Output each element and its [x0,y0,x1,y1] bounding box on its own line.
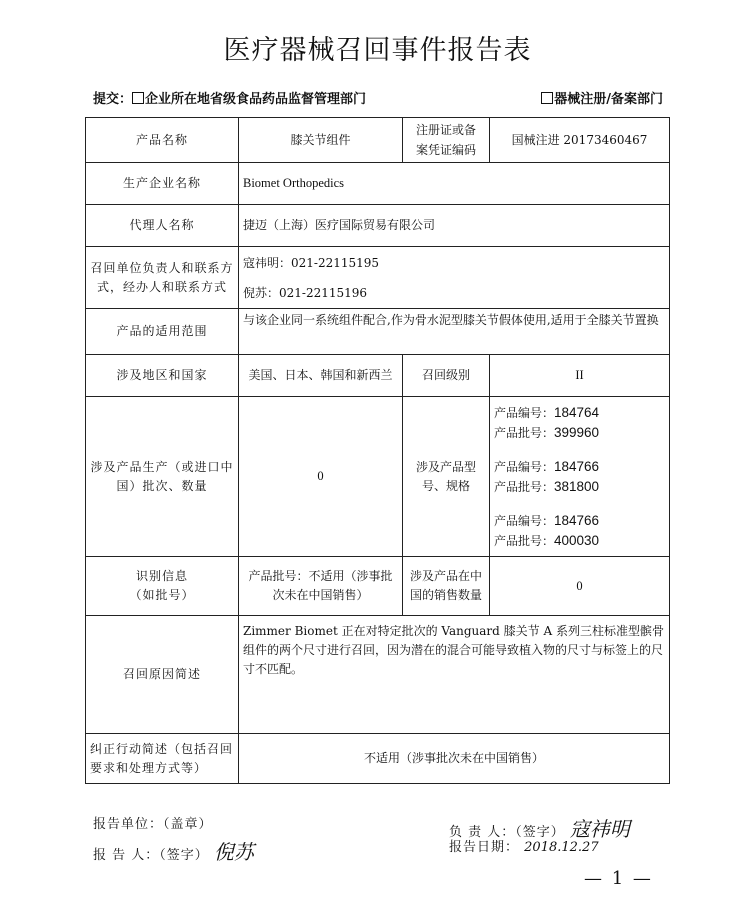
product-lot: 400030 [554,532,600,548]
manufacturer-label: 生产企业名称 [86,163,239,205]
region-value: 美国、日本、韩国和新西兰 [239,355,403,397]
id-label [86,557,239,616]
page-title: 医疗器械召回事件报告表 [223,35,532,66]
reporter-label: 报 告 人：（签字） [93,848,209,863]
submit-row [93,88,663,106]
page-number: — 1 — [584,868,653,889]
region-label: 涉及地区和国家 [86,355,239,397]
product-code-line: 产品编号：184766 [494,512,600,528]
row-scope [86,309,670,355]
batch-label: 涉及产品生产（或进口中国）批次、数量 [86,397,239,557]
report-table [85,117,670,784]
report-date [449,836,599,855]
report-unit [93,813,213,832]
reporter [93,836,254,865]
submit-left [93,88,366,107]
responsible-signature: 寇祎明 [569,817,630,841]
row-region [86,355,670,397]
product-lot: 399960 [554,424,600,440]
row-product-name [86,118,670,163]
row-agent [86,205,670,247]
contact-value [239,247,670,309]
action-value: 不适用（涉事批次未在中国销售） [239,734,670,784]
reg-no-label [403,118,490,163]
batch-qty: 0 [239,397,403,557]
submit-left-option: 企业所在地省级食品药品监督管理部门 [145,92,367,107]
reason-label: 召回原因简述 [86,616,239,734]
product-code: 184766 [554,458,600,474]
product-code: 184764 [554,404,600,420]
action-label: 纠正行动简述（包括召回要求和处理方式等） [86,734,239,784]
submit-right [541,88,663,107]
checkbox-registration-dept[interactable] [541,92,553,104]
reg-no-value: 国械注进 20173460467 [490,118,670,163]
submit-prefix: 提交： [93,92,133,107]
reg-no-label-line1: 注册证或备 [415,123,476,137]
row-manufacturer [86,163,670,205]
row-reason [86,616,670,734]
scope-value: 与该企业同一系统组件配合,作为骨水泥型膝关节假体使用,适用于全膝关节置换 [239,309,670,355]
id-label-line1: 识别信息 [135,569,188,583]
product-name-value: 膝关节组件 [239,118,403,163]
row-batch [86,397,670,557]
contact-line-1: 寇祎明：021-22115195 [243,255,380,270]
product-entry [494,403,665,443]
id-label-line2: （如批号） [129,588,195,602]
product-lot: 381800 [554,478,600,494]
row-identification [86,557,670,616]
manufacturer-value: Biomet Orthopedics [239,163,670,205]
product-code-line: 产品编号：184766 [494,458,600,474]
report-unit-label: 报告单位：（盖章） [93,817,213,832]
id-info-value: 产品批号：不适用（涉事批次未在中国销售） [239,557,403,616]
reporter-signature: 倪苏 [213,840,254,864]
product-lot-line: 产品批号：399960 [494,424,600,440]
product-name-label: 产品名称 [86,118,239,163]
responsible-label: 负 责 人：（签字） [449,825,565,840]
product-code: 184766 [554,512,600,528]
agent-value: 捷迈（上海）医疗国际贸易有限公司 [239,205,670,247]
agent-label: 代理人名称 [86,205,239,247]
product-entry [494,511,665,551]
product-lot-line: 产品批号：400030 [494,532,600,548]
recall-level-label: 召回级别 [403,355,490,397]
row-action [86,734,670,784]
contact-line-2: 倪苏：021-22115196 [243,285,368,300]
product-entry [494,457,665,497]
reason-value: Zimmer Biomet 正在对特定批次的 Vanguard 膝关节 A 系列三柱标准型髌骨组件的两个尺寸进行召回，因为潜在的混合可能导致植入物的尺寸与标签上的尺寸不匹配。 [239,616,670,734]
contact-label: 召回单位负责人和联系方式，经办人和联系方式 [86,247,239,309]
china-sales-value: 0 [490,557,670,616]
reg-no-label-line2: 案凭证编码 [415,143,476,157]
recall-level-value: II [490,355,670,397]
report-date-value: 2018.12.27 [524,840,599,855]
row-contact [86,247,670,309]
report-date-label: 报告日期： [449,840,520,855]
product-code-line: 产品编号：184764 [494,404,600,420]
product-lot-line: 产品批号：381800 [494,478,600,494]
model-label: 涉及产品型号、规格 [403,397,490,557]
china-sales-label: 涉及产品在中国的销售数量 [403,557,490,616]
product-list [490,397,670,557]
checkbox-provincial[interactable] [132,92,144,104]
scope-label: 产品的适用范围 [86,309,239,355]
submit-right-option: 器械注册/备案部门 [554,92,663,107]
